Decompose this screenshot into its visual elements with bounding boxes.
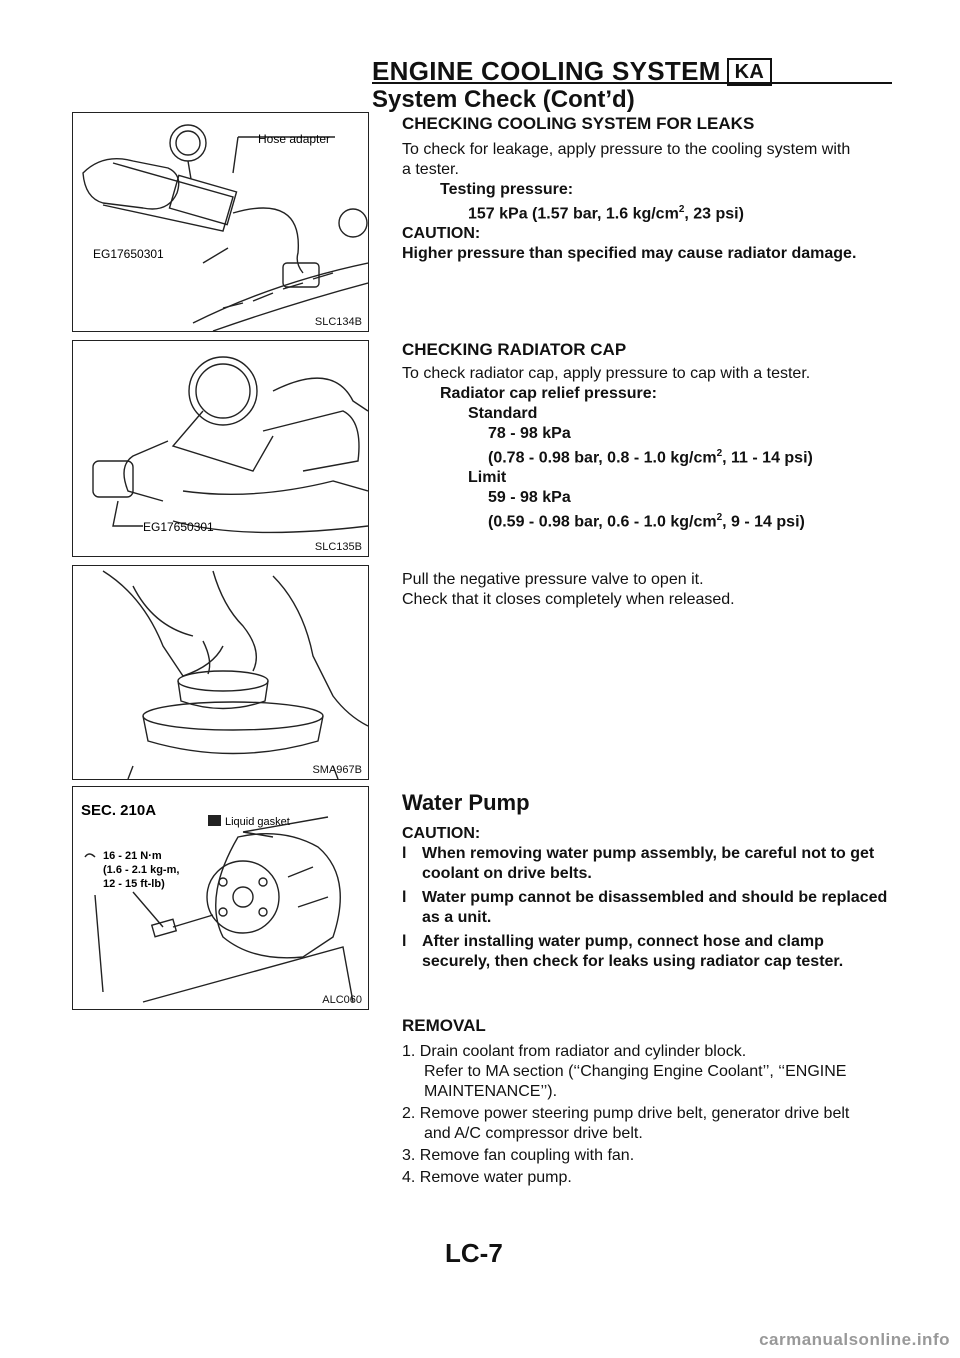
figure-code: SLC135B [314,541,362,553]
torque-ftlb: 12 - 15 ft-lb) [103,878,165,890]
removal-step: 3. Remove fan coupling with fan. [402,1147,635,1164]
removal-step: 2. Remove power steering pump drive belt, generator drive belt and A/C compressor drive belt. [402,1105,850,1142]
torque-wrench-icon [85,854,95,857]
figure-code: SMA967B [312,764,362,776]
leaks-heading: CHECKING COOLING SYSTEM FOR LEAKS [402,114,755,133]
caution-label: CAUTION: [402,225,481,243]
figure-code: ALC060 [322,994,362,1006]
torque-kgm: (1.6 - 2.1 kg-m, [103,864,180,876]
caution-bullet: l When removing water pump assembly, be careful not to get coolant on drive belts. [402,845,875,882]
caution-bullet: l After installing water pump, connect hose and clamp securely, then check for leaks using radiator cap tester. [402,933,844,970]
bullet-icon: l [402,933,407,950]
callout-tool-number: EG17650301 [93,247,164,261]
cap-body: To check radiator cap, apply pressure to cap with a tester. Radiator cap relief pressure: Standard 78 - 98 kPa (0.78 - 0.98 bar, 0.8 - 1.0 $kg/cm^2$, 11 - 14 psi) Limit 59 - 98 kPa (0.59 - 0.98 bar, 0.6 - 1.0 $kg/cm^2$, 9 - 14 psi) [402,364,896,533]
header-rule [372,82,892,84]
removal-step: 1. Drain coolant from radiator and cylinder block. Refer to MA section (‘‘Changing Engine Coolant’’, ‘‘ENGINE MAINTENANCE’’). [402,1043,847,1100]
figure-code: SLC134B [314,316,362,328]
section-number: SEC. 210A [81,802,157,819]
callout-liquid-gasket: Liquid gasket [225,816,290,828]
caution-bullet: l Water pump cannot be disassembled and should be replaced as a unit. [402,889,888,926]
figure-sma967b [72,565,369,780]
cap-tester-illustration [73,341,368,556]
figure-slc135b [72,340,369,557]
section-title: ENGINE COOLING SYSTEM KA [372,56,772,87]
pressure-valve-illustration [73,566,368,779]
gasket-icon [208,815,221,826]
removal-steps [402,1042,896,1190]
testing-pressure-value: 157 kPa (1.57 bar, 1.6 $kg/cm^2$, 23 psi) [468,204,744,223]
section-badge: KA [727,58,773,86]
standard-pressure: (0.78 - 0.98 bar, 0.8 - 1.0 $kg/cm^2$, 11 - 14 psi) [488,448,813,467]
figure-alc060 [72,786,369,1010]
water-pump-heading: Water Pump [402,790,530,815]
valve-instructions: Pull the negative pressure valve to open it. Check that it closes completely when released. [402,571,735,608]
cap-heading: CHECKING RADIATOR CAP [402,340,627,359]
page-number: LC-7 [445,1238,503,1268]
pressure-tester-illustration [73,113,368,331]
watermark: carmanualsonline.info [759,1330,950,1349]
figure-slc134b [72,112,369,332]
water-pump-illustration [73,787,368,1009]
water-pump-cautions: CAUTION: l When removing water pump assembly, be careful not to get coolant on drive belts. l Water pump cannot be disassembled and should be replaced as a unit. l After installing water pump, connect hose and clamp securely, then check for leaks using radiator cap tester. [402,824,896,976]
removal-step: 4. Remove water pump. [402,1169,572,1186]
leaks-body: To check for leakage, apply pressure to the cooling system with a tester. Testing pressure: 157 kPa (1.57 bar, 1.6 $kg/cm^2$, 23 psi) CAUTION: Higher pressure than specified may cause radiator damage. [402,140,896,264]
caution-text: Higher pressure than specified may cause radiator damage. [402,245,857,263]
callout-hose-adapter: Hose adapter [258,132,331,146]
bullet-icon: l [402,845,407,862]
torque-value: 16 - 21 N·m [103,850,162,862]
removal-heading: REMOVAL [402,1016,486,1035]
callout-tool-number: EG17650301 [143,520,214,534]
bullet-icon: l [402,889,407,906]
section-subtitle: System Check (Cont’d) [372,86,635,113]
limit-pressure: (0.59 - 0.98 bar, 0.6 - 1.0 $kg/cm^2$, 9 - 14 psi) [488,512,805,531]
